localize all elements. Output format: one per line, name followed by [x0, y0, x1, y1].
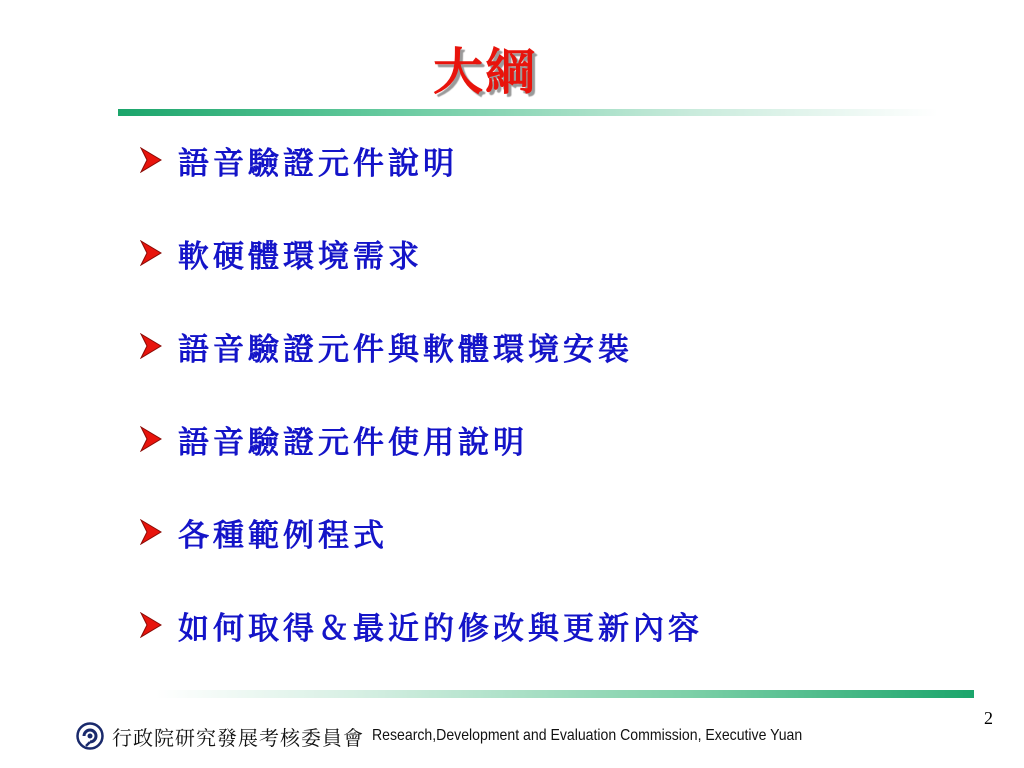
footer-org-chinese: 行政院研究發展考核委員會: [112, 725, 364, 750]
title-divider: [118, 109, 938, 116]
bullet-text: 軟硬體環境需求: [178, 238, 423, 275]
footer-divider: [156, 690, 974, 698]
rdec-logo-icon: [76, 722, 104, 750]
bullet-text: 語音驗證元件說明: [178, 145, 458, 182]
slide-title: 大綱: [433, 42, 537, 101]
bullet-text: 如何取得＆最近的修改與更新內容: [178, 610, 703, 647]
page-number: 2: [984, 708, 993, 728]
arrow-bullet-icon: [140, 331, 166, 361]
bullet-text: 語音驗證元件與軟體環境安裝: [178, 331, 633, 368]
bullet-text: 語音驗證元件使用說明: [178, 424, 528, 461]
bullet-text: 各種範例程式: [178, 517, 388, 554]
arrow-bullet-icon: [140, 517, 166, 547]
list-item: [140, 230, 703, 276]
list-item: [140, 416, 703, 462]
arrow-bullet-icon: [140, 145, 166, 175]
arrow-bullet-icon: [140, 424, 166, 454]
list-item: [140, 509, 703, 555]
list-item: [140, 602, 703, 648]
bullet-list: [140, 137, 703, 695]
footer-org-english: Research,Development and Evaluation Commission, Executive Yuan: [372, 727, 803, 744]
arrow-bullet-icon: [140, 610, 166, 640]
footer: [76, 720, 861, 752]
list-item: [140, 323, 703, 369]
list-item: [140, 137, 703, 183]
arrow-bullet-icon: [140, 238, 166, 268]
